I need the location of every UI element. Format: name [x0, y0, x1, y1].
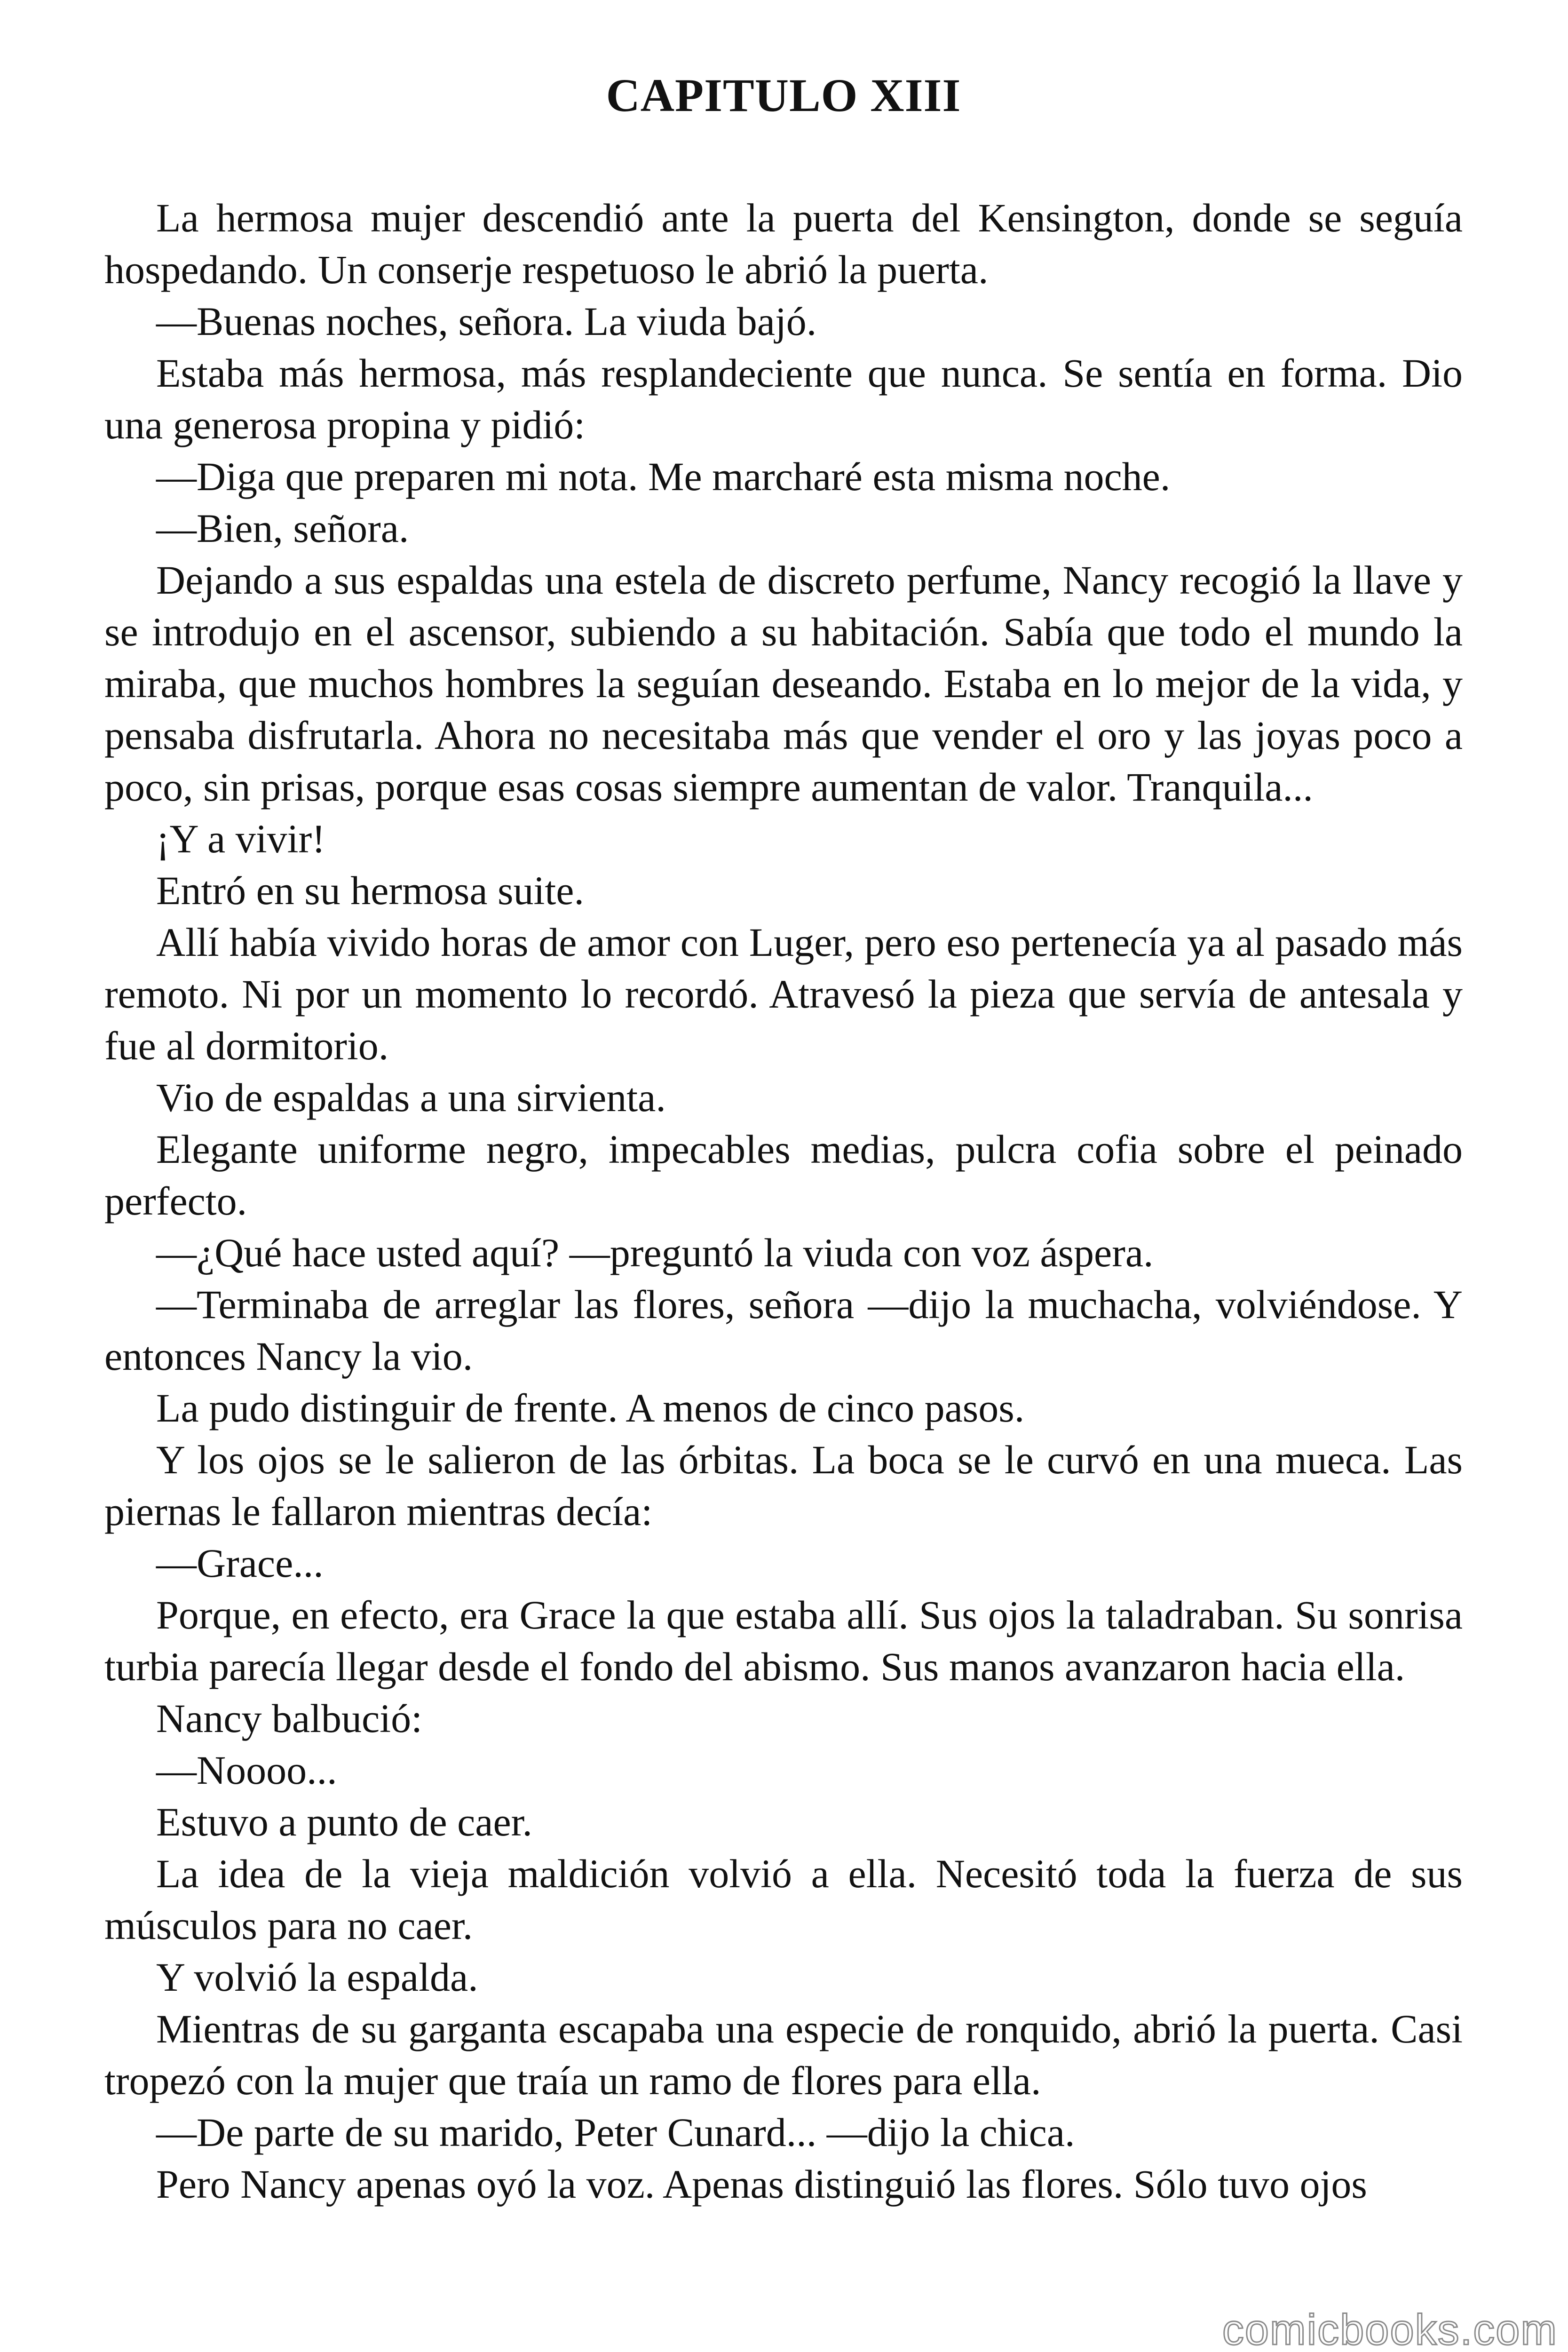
paragraph: Elegante uniforme negro, impecables medias, pulcra cofia sobre el peinado perfecto. [104, 1127, 1463, 1224]
paragraph: ¡Y a vivir! [156, 816, 325, 861]
book-page [104, 0, 1463, 2210]
paragraph: Vio de espaldas a una sirvienta. [156, 1075, 666, 1120]
paragraph: —¿Qué hace usted aquí? —preguntó la viuda con voz áspera. [156, 1230, 1154, 1275]
paragraph: —Diga que preparen mi nota. Me marcharé esta misma noche. [156, 454, 1171, 499]
body-text [104, 192, 1463, 2210]
paragraph: Dejando a sus espaldas una estela de discreto perfume, Nancy recogió la llave y se introdujo en el ascensor, subiendo a su habitación. Sabía que todo el mundo la miraba, que muchos hombres la seguían deseando. Estaba en lo mejor de la vida, y pensaba disfrutarla. Ahora no necesitaba más que vender el oro y las joyas poco a poco, sin prisas, porque esas cosas siempre aumentan de valor. Tranquila... [104, 557, 1463, 810]
watermark: comicbooks.com [1222, 2306, 1558, 2352]
paragraph: —De parte de su marido, Peter Cunard... —dijo la chica. [156, 2110, 1075, 2155]
paragraph: Nancy balbució: [156, 1696, 422, 1741]
paragraph: Mientras de su garganta escapaba una especie de ronquido, abrió la puerta. Casi tropezó con la mujer que traía un ramo de flores para ella. [104, 2006, 1463, 2103]
paragraph: Pero Nancy apenas oyó la voz. Apenas distinguió las flores. Sólo tuvo ojos [156, 2161, 1367, 2207]
paragraph: Y los ojos se le salieron de las órbitas. La boca se le curvó en una mueca. Las piernas le fallaron mientras decía: [104, 1437, 1463, 1534]
paragraph: —Terminaba de arreglar las flores, señora —dijo la muchacha, volviéndose. Y entonces Nancy la vio. [104, 1282, 1463, 1379]
paragraph: —Grace... [156, 1541, 324, 1586]
paragraph: La hermosa mujer descendió ante la puerta del Kensington, donde se seguía hospedando. Un conserje respetuoso le abrió la puerta. [104, 195, 1463, 292]
chapter-title: CAPITULO XIII [606, 69, 961, 121]
paragraph: Porque, en efecto, era Grace la que estaba allí. Sus ojos la taladraban. Su sonrisa turbia parecía llegar desde el fondo del abismo. Sus manos avanzaron hacia ella. [104, 1592, 1463, 1689]
paragraph: Estuvo a punto de caer. [156, 1799, 533, 1844]
paragraph: La pudo distinguir de frente. A menos de cinco pasos. [156, 1385, 1025, 1430]
paragraph: Estaba más hermosa, más resplandeciente que nunca. Se sentía en forma. Dio una generosa propina y pidió: [104, 350, 1463, 447]
paragraph: —Buenas noches, señora. La viuda bajó. [156, 299, 817, 344]
paragraph: Allí había vivido horas de amor con Luger, pero eso pertenecía ya al pasado más remoto. Ni por un momento lo recordó. Atravesó la pieza que servía de antesala y fue al dormitorio. [104, 920, 1463, 1068]
paragraph: —Noooo... [156, 1748, 337, 1793]
paragraph: Y volvió la espalda. [156, 1955, 478, 2000]
paragraph: —Bien, señora. [156, 506, 409, 551]
paragraph: La idea de la vieja maldición volvió a ella. Necesitó toda la fuerza de sus músculos para no caer. [104, 1851, 1463, 1948]
paragraph: Entró en su hermosa suite. [156, 868, 584, 913]
